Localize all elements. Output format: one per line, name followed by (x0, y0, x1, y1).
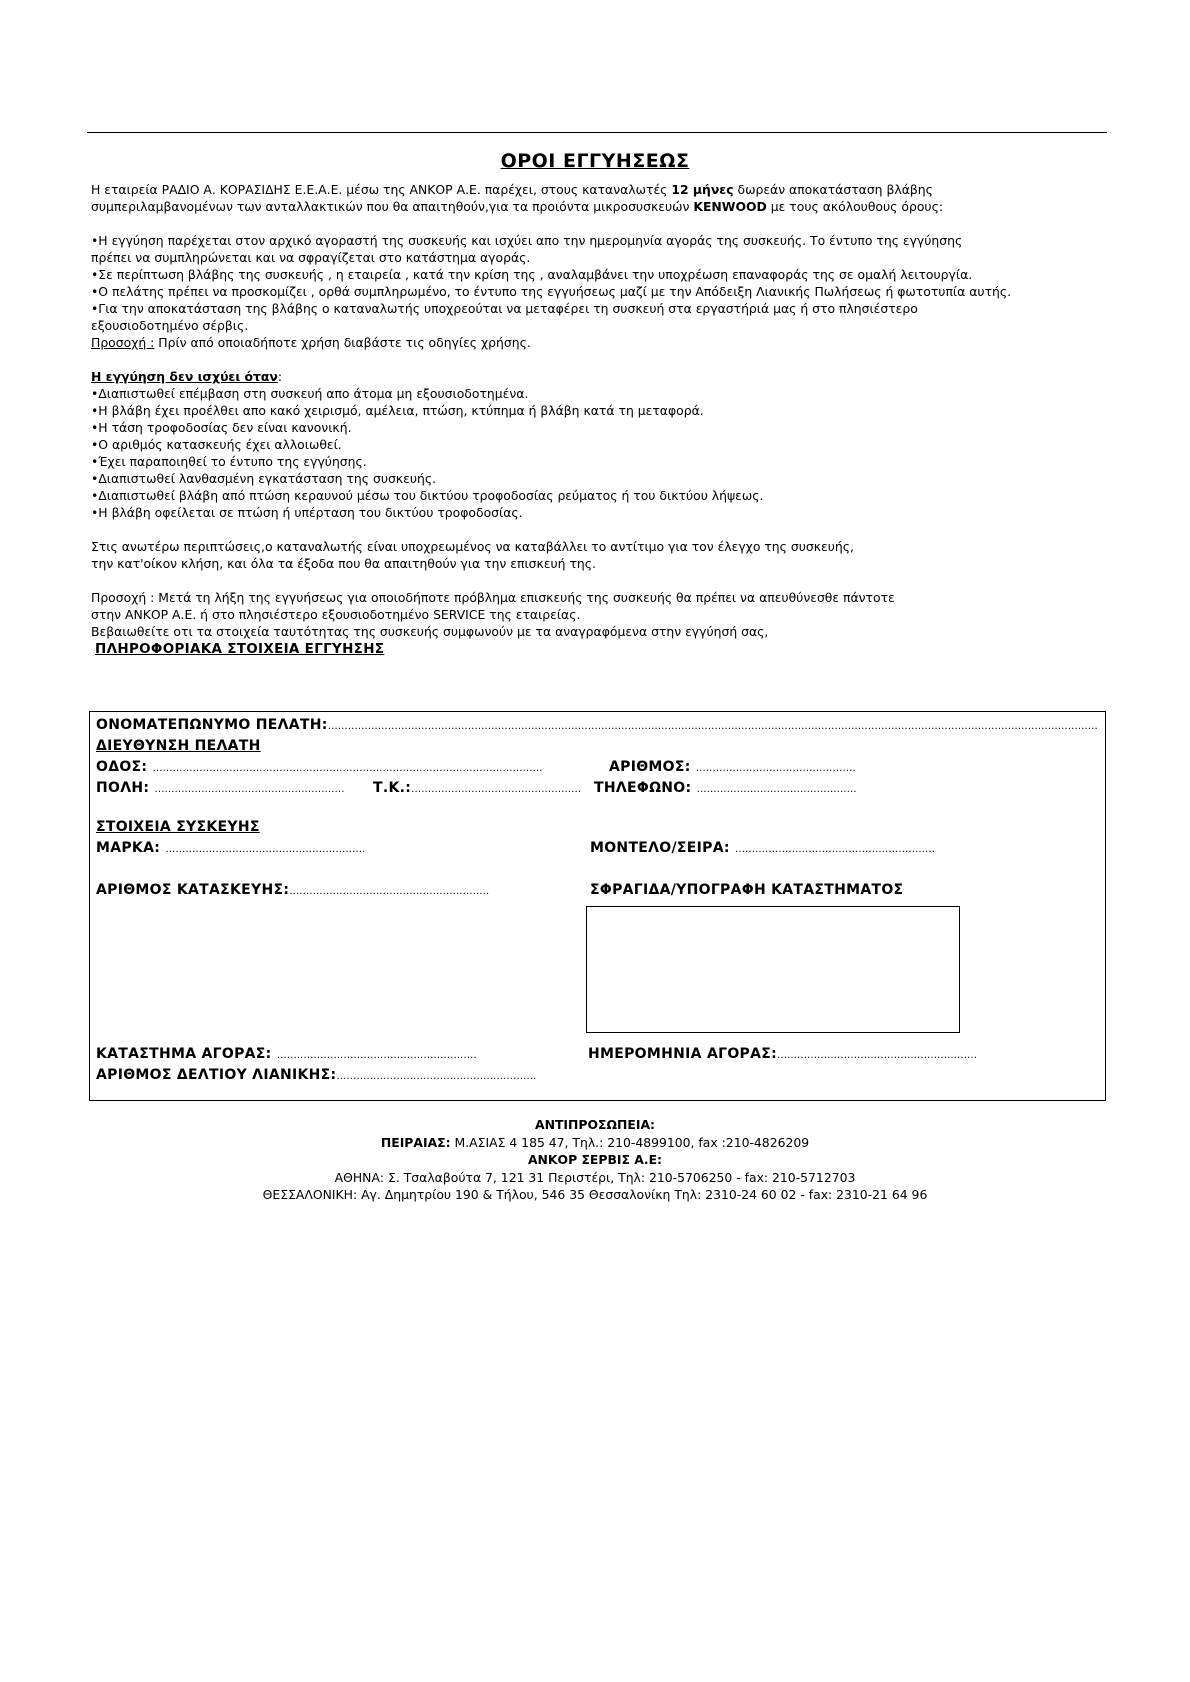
receipt-number-field[interactable] (96, 1067, 536, 1083)
postcode-field[interactable] (373, 780, 581, 796)
warranty-form (89, 711, 1106, 1101)
customer-name-dots: …………………………………………………………………………………………………………………………………………………………………………………………………………… (327, 721, 1098, 732)
representation-title: ΑΝΤΙΠΡΟΣΩΠΕΙΑ: (535, 1117, 655, 1132)
brand-field[interactable] (96, 840, 365, 856)
street-field[interactable] (96, 759, 543, 775)
street-label: ΟΔΟΣ: (96, 759, 148, 775)
brand-dots: …………………………………………………… (165, 844, 366, 855)
model-dots: …………………………………………………… (734, 844, 935, 855)
postcode-dots: …………………………………………… (411, 784, 582, 795)
purchase-date-dots: …………………………………………………… (776, 1050, 977, 1061)
after-warranty-line: στην ΑΝΚΟΡ Α.Ε. ή στο πλησιέστερο εξουσιοδοτημένο SERVICE της εταιρείας. (91, 607, 581, 622)
warranty-duration: 12 μήνες (671, 182, 734, 197)
term-line: •Η εγγύηση παρέχεται στον αρχικό αγοραστή της συσκευής και ισχύει απο την ημερομηνία αγοράς της συσκευής. Το έντυπο της εγγύησης (91, 233, 963, 248)
footer (0, 1116, 1190, 1204)
exclusion-item: •Διαπιστωθεί βλάβη από πτώση κεραυνού μέσω του δικτύου τροφοδοσίας ρεύματος ή του δικτύου λήψεως. (91, 488, 764, 503)
intro-line-2 (91, 198, 1131, 215)
model-label: ΜΟΝΤΕΛΟ/ΣΕΙΡΑ: (590, 840, 730, 856)
service-title: ΑΝΚΟΡ ΣΕΡΒΙΣ Α.Ε: (527, 1152, 663, 1167)
caution-line (91, 334, 1131, 351)
device-details-heading: ΣΤΟΙΧΕΙΑ ΣΥΣΚΕΥΗΣ (96, 819, 260, 835)
number-label: ΑΡΙΘΜΟΣ: (609, 759, 691, 775)
charges-line: Στις ανωτέρω περιπτώσεις,ο καταναλωτής είναι υποχρεωμένος να καταβάλλει το αντίτιμο για τον έλεγχο της συσκευής, (91, 539, 854, 554)
after-warranty-line: Προσοχή : Μετά τη λήξη της εγγυήσεως για οποιοδήποτε πρόβλημα επισκευής της συσκευής θα πρέπει να απευθύνεσθε πάντοτε (91, 590, 895, 605)
store-label: ΚΑΤΑΣΤΗΜΑ ΑΓΟΡΑΣ: (96, 1046, 272, 1062)
thessaloniki-line: ΘΕΣΣΑΛΟΝΙΚΗ: Αγ. Δημητρίου 190 & Τήλου, 546 35 Θεσσαλονίκη Τηλ: 2310-24 60 02 - fax: 2310-21 64 96 (262, 1187, 928, 1202)
purchase-date-field[interactable] (588, 1046, 977, 1062)
info-title: ΠΛΗΡΟΦΟΡΙΑΚΑ ΣΤΟΙΧΕΙΑ ΕΓΓΥΗΣΗΣ (95, 641, 385, 657)
serial-label: ΑΡΙΘΜΟΣ ΚΑΤΑΣΚΕΥΗΣ: (96, 882, 290, 898)
street-dots: ……………………………………………………………………………………………………… (152, 763, 543, 774)
exclusion-item: •Διαπιστωθεί επέμβαση στη συσκευή απο άτομα μη εξουσιοδοτημένα. (91, 386, 529, 401)
intro-text: Η εταιρεία ΡΑΔΙΟ Α. ΚΟΡΑΣΙΔΗΣ Ε.Ε.Α.Ε. μέσω της ΑΝΚΟΡ Α.Ε. παρέχει, στους καταναλωτές (91, 182, 672, 197)
stamp-box[interactable] (586, 906, 960, 1033)
brand-name: KENWOOD (693, 199, 767, 214)
term-line: •Για την αποκατάσταση της βλάβης ο καταναλωτής υποχρεούται να μεταφέρει τη συσκευή στα εργαστήριά μας ή στο πλησιέστερο (91, 301, 918, 316)
serial-dots: …………………………………………………… (289, 886, 490, 897)
terms-body (91, 181, 1131, 658)
model-field[interactable] (590, 840, 935, 856)
after-warranty-line: Βεβαιωθείτε οτι τα στοιχεία ταυτότητας της συσκευής συμφωνούν με τα αναγραφόμενα στην εγγύησή σας, (91, 624, 769, 639)
number-field[interactable] (609, 759, 856, 775)
intro-text: δωρεάν αποκατάσταση βλάβης (733, 182, 933, 197)
city-label: ΠΟΛΗ: (96, 780, 150, 796)
stamp-label: ΣΦΡΑΓΙΔΑ/ΥΠΟΓΡΑΦΗ ΚΑΤΑΣΤΗΜΑΤΟΣ (590, 882, 904, 898)
exclusions-heading-text: Η εγγύηση δεν ισχύει όταν (91, 369, 278, 384)
term-line: εξουσιοδοτημένο σέρβις. (91, 318, 249, 333)
info-title-line (91, 640, 1131, 658)
exclusion-item: •Διαπιστωθεί λανθασμένη εγκατάσταση της συσκευής. (91, 471, 437, 486)
term-line: πρέπει να συμπληρώνεται και να σφραγίζεται στο κατάστημα αγοράς. (91, 250, 531, 265)
receipt-number-dots: …………………………………………………… (336, 1071, 537, 1082)
term-line: •Σε περίπτωση βλάβης της συσκευής , η εταιρεία , κατά την κρίση της , αναλαμβάνει την υποχρέωση επαναφοράς της σε ομαλή λειτουργία. (91, 267, 973, 282)
page-title: ΟΡΟΙ ΕΓΓΥΗΣΕΩΣ (500, 150, 690, 172)
charges-line: την κατ'οίκον κλήση, και όλα τα έξοδα που θα απαιτηθούν για την επισκευή της. (91, 556, 596, 571)
customer-name-field[interactable] (96, 717, 1098, 733)
caution-text: Πρίν από οποιαδήποτε χρήση διαβάστε τις οδηγίες χρήσης. (154, 335, 531, 350)
city-dots: ………………………………………………… (154, 784, 345, 795)
serial-field[interactable] (96, 882, 489, 898)
piraeus-line (0, 1134, 1190, 1152)
exclusion-item: •Η βλάβη οφείλεται σε πτώση ή υπέρταση του δικτύου τροφοδοσίας. (91, 505, 523, 520)
top-rule (87, 132, 1107, 133)
postcode-label: Τ.Κ.: (373, 780, 412, 796)
phone-field[interactable] (594, 780, 857, 796)
customer-address-heading: ΔΙΕΥΘΥΝΣΗ ΠΕΛΑΤΗ (96, 738, 261, 754)
athens-line: ΑΘΗΝΑ: Σ. Τσαλαβούτα 7, 121 31 Περιστέρι, Τηλ: 210-5706250 - fax: 210-5712703 (334, 1169, 856, 1185)
store-dots: …………………………………………………… (276, 1050, 477, 1061)
customer-name-label: ΟΝΟΜΑΤΕΠΩΝΥΜΟ ΠΕΛΑΤΗ: (96, 717, 328, 733)
purchase-date-label: ΗΜΕΡΟΜΗΝΙΑ ΑΓΟΡΑΣ: (588, 1046, 777, 1062)
exclusion-item: •Ο αριθμός κατασκευής έχει αλλοιωθεί. (91, 437, 342, 452)
term-line: •Ο πελάτης πρέπει να προσκομίζει , ορθά συμπληρωμένο, το έντυπο της εγγυήσεως μαζί με την Απόδειξη Λιανικής Πωλήσεως ή φωτοτυπία αυτής. (91, 284, 1012, 299)
number-dots: ………………………………………… (695, 763, 856, 774)
city-field[interactable] (96, 780, 344, 796)
piraeus-text: Μ.ΑΣΙΑΣ 4 185 47, Τηλ.: 210-4899100, fax :210-4826209 (450, 1134, 810, 1150)
phone-label: ΤΗΛΕΦΩΝΟ: (594, 780, 692, 796)
exclusion-item: •Η τάση τροφοδοσίας δεν είναι κανονική. (91, 420, 352, 435)
intro-text: με τους ακόλουθους όρους: (766, 199, 944, 214)
phone-dots: ………………………………………… (696, 784, 857, 795)
intro-line-1 (91, 181, 1131, 198)
exclusion-item: •Η βλάβη έχει προέλθει απο κακό χειρισμό, αμέλεια, πτώση, κτύπημα ή βλάβη κατά τη μεταφορά. (91, 403, 704, 418)
exclusions-colon: : (277, 369, 283, 384)
intro-text: συμπεριλαμβανομένων των ανταλλακτικών που θα απαιτηθούν,για τα προιόντα μικροσυσκευών (91, 199, 694, 214)
piraeus-label: ΠΕΙΡΑΙΑΣ: (380, 1134, 451, 1150)
caution-label: Προσοχή : (91, 335, 155, 350)
receipt-number-label: ΑΡΙΘΜΟΣ ΔΕΛΤΙΟΥ ΛΙΑΝΙΚΗΣ: (96, 1067, 337, 1083)
exclusion-item: •Έχει παραποιηθεί το έντυπο της εγγύησης. (91, 454, 367, 469)
store-field[interactable] (96, 1046, 477, 1062)
exclusions-heading (91, 368, 1131, 385)
brand-label: ΜΑΡΚΑ: (96, 840, 161, 856)
